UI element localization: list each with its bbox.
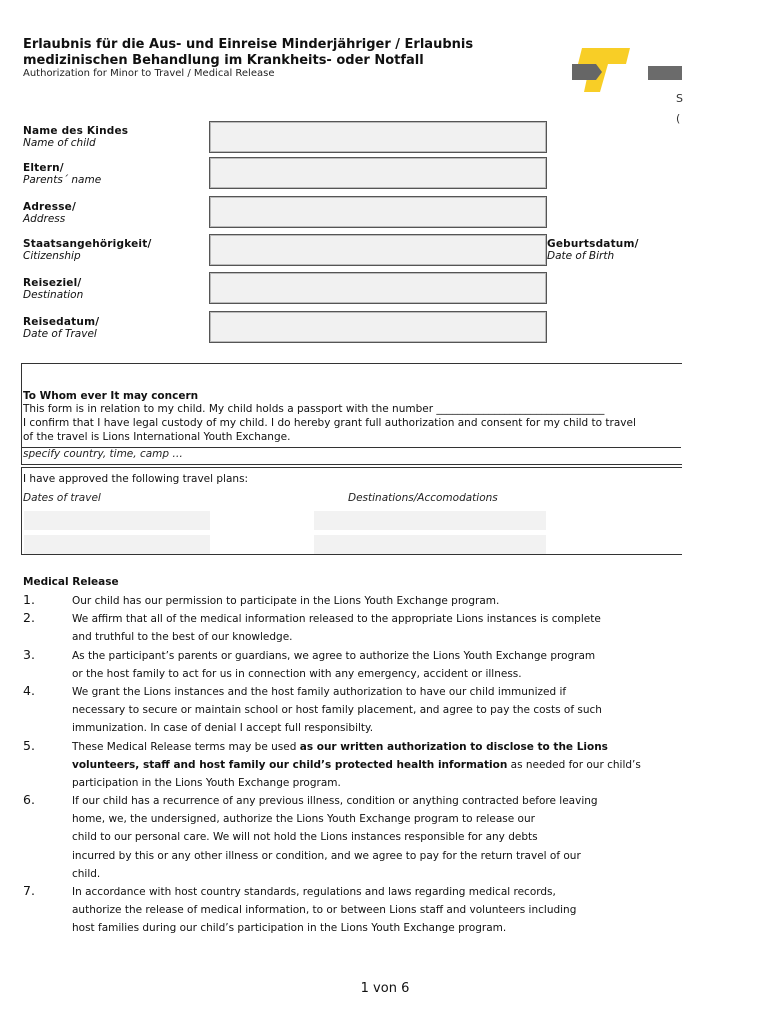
letter-body — [23, 402, 681, 444]
medical-item-5: These Medical Release terms may be used as our written authorization to disclose to the Lions volunteers, staff and host family our child’s protected health information as needed for our child’s participation in the Lions Youth Exchange program. — [72, 741, 641, 790]
document-title — [23, 37, 543, 69]
item-number: 2. — [23, 610, 35, 625]
clipped-text-paren: ( — [676, 112, 681, 125]
address-field[interactable] — [209, 196, 547, 228]
travel-date-label: Reisedatum/ Date of Travel — [23, 316, 100, 340]
item-number: 4. — [23, 683, 35, 698]
medical-item-6: If our child has a recurrence of any previous illness, condition or anything contracted before leaving home, we, the undersigned, authorize the Lions Youth Exchange program to release our child to our personal care. We will not hold the Lions instances responsible for any debts incurred by this or any other illness or condition, and we agree to pay for the return travel of our child. — [72, 795, 598, 880]
medical-item-7: In accordance with host country standards, regulations and laws regarding medical records, authorize the release of medical information, to or between Lions staff and volunteers including host families during our child’s participation in the Lions Youth Exchange program. — [72, 886, 577, 935]
destination-label: Reiseziel/ Destination — [23, 277, 84, 301]
medical-release-title: Medical Release — [23, 576, 119, 588]
clipped-text-s: S — [676, 92, 683, 105]
item-number: 1. — [23, 592, 35, 607]
dates-input-2[interactable] — [24, 535, 210, 554]
item-number: 3. — [23, 647, 35, 662]
travel-date-field[interactable] — [209, 311, 547, 343]
medical-item-3: As the participant’s parents or guardians, we agree to authorize the Lions Youth Exchange program or the host family to act for us in connection with any emergency, accident or illness. — [72, 650, 596, 681]
address-label: Adresse/ Address — [23, 201, 76, 225]
document-subtitle: Authorization for Minor to Travel / Medical Release — [23, 68, 275, 79]
letter-line-passport: This form is in relation to my child. My child holds a passport with the number ________________________________ — [23, 403, 605, 415]
destination-input-1[interactable] — [314, 511, 546, 530]
dates-input-1[interactable] — [24, 511, 210, 530]
title-line-1: Erlaubnis für die Aus- und Einreise Minderjähriger / Erlaubnis — [23, 37, 474, 52]
medical-item-1: Our child has our permission to participate in the Lions Youth Exchange program. — [72, 595, 500, 607]
medical-item-2: We affirm that all of the medical information released to the appropriate Lions instances is complete and truthful to the best of our knowledge. — [72, 613, 601, 644]
citizenship-label: Staatsangehörigkeit/ Citizenship — [23, 238, 152, 262]
destinations-column-header: Destinations/Accomodations — [348, 492, 498, 504]
child-name-field[interactable] — [209, 121, 547, 153]
child-name-label: Name des Kindes Name of child — [23, 125, 129, 149]
organization-logo — [572, 44, 682, 94]
item-number: 5. — [23, 738, 35, 753]
destination-field[interactable] — [209, 272, 547, 304]
title-line-2: medizinischen Behandlung im Krankheits- oder Notfall — [23, 53, 424, 68]
citizenship-field[interactable] — [209, 234, 547, 266]
parents-field[interactable] — [209, 157, 547, 189]
item-number: 6. — [23, 792, 35, 807]
parents-label: Eltern/ Parents´ name — [23, 162, 102, 186]
letter-line-custody: I confirm that I have legal custody of my child. I do hereby grant full authorization and consent for my child to travel — [23, 417, 636, 429]
item-number: 7. — [23, 883, 35, 898]
travel-plans-intro: I have approved the following travel plans: — [23, 473, 249, 485]
medical-item-4: We grant the Lions instances and the host family authorization to have our child immunized if necessary to secure or maintain school or host family placement, and agree to pay the costs of such immunization. In case of denial I accept full responsibilty. — [72, 686, 602, 735]
page-number: 1 von 6 — [360, 981, 410, 996]
travel-hint-field[interactable]: specify country, time, camp … — [23, 448, 183, 460]
dates-column-header: Dates of travel — [23, 492, 101, 504]
letter-heading: To Whom ever It may concern — [23, 390, 199, 402]
birth-date-label: Geburtsdatum/ Date of Birth — [547, 238, 639, 262]
letter-line-travel: of the travel is Lions International Youth Exchange. — [23, 431, 291, 443]
destination-input-2[interactable] — [314, 535, 546, 554]
